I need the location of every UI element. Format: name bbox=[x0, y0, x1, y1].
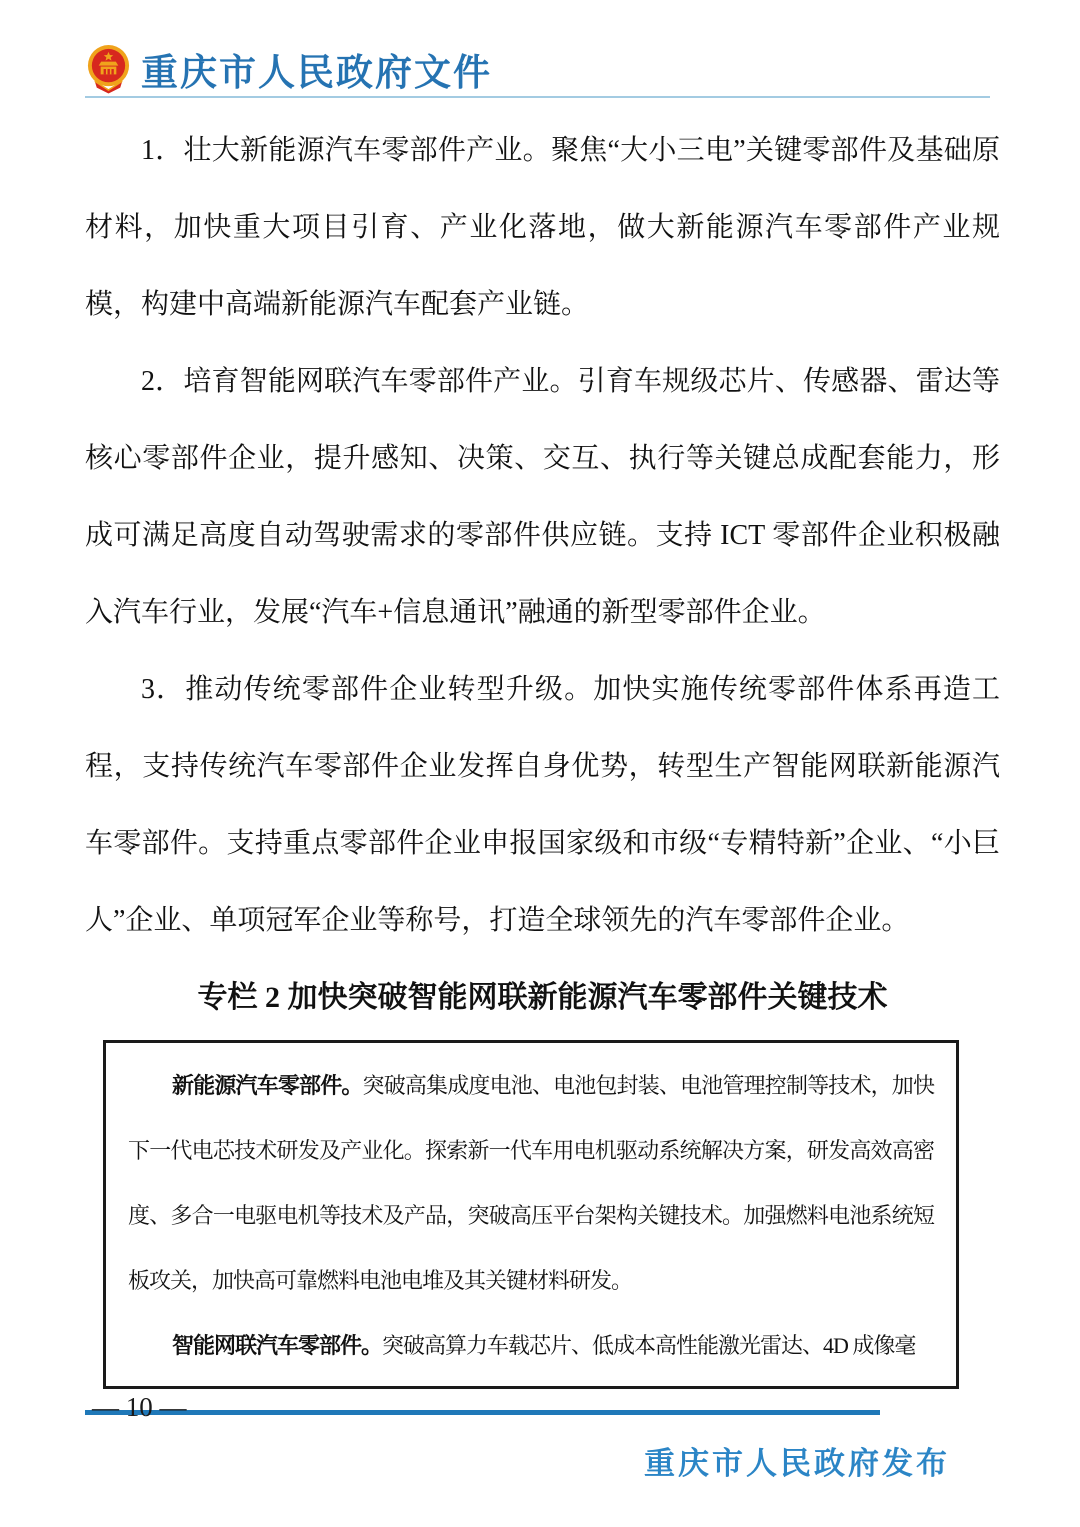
box-paragraph-1-lead: 新能源汽车零部件。 bbox=[172, 1073, 363, 1098]
box-paragraph-1-text: 突破高集成度电池、电池包封装、电池管理控制等技术，加快下一代电芯技术研发及产业化。探索新一代车用电机驱动系统解决方案，研发高效高密度、多合一电驱电机等技术及产品，突破高压平台架构关键技术。加强燃料电池系统短板攻关，加快高可靠燃料电池电堆及其关键材料研发。 bbox=[128, 1073, 934, 1293]
header-title: 重庆市人民政府文件 bbox=[141, 53, 492, 94]
body-paragraph-2: 2．培育智能网联汽车零部件产业。引育车规级芯片、传感器、雷达等核心零部件企业，提升感知、决策、交互、执行等关键总成配套能力，形成可满足高度自动驾驶需求的零部件供应链。支持 ICT 零部件企业积极融入汽车行业，发展“汽车+信息通讯”融通的新型零部件企业。 bbox=[85, 366, 1000, 628]
column-box bbox=[103, 1040, 959, 1389]
box-paragraph-2-lead: 智能网联汽车零部件。 bbox=[172, 1333, 383, 1358]
body-paragraph-3: 3．推动传统零部件企业转型升级。加快实施传统零部件体系再造工程，支持传统汽车零部件企业发挥自身优势，转型生产智能网联新能源汽车零部件。支持重点零部件企业申报国家级和市级“专精特新”企业、“小巨人”企业、单项冠军企业等称号，打造全球领先的汽车零部件企业。 bbox=[85, 674, 1000, 936]
footer-divider bbox=[85, 1410, 880, 1415]
column-box-title: 专栏 2 加快突破智能网联新能源汽车零部件关键技术 bbox=[197, 981, 888, 1014]
publisher-label: 重庆市人民政府发布 bbox=[644, 1446, 950, 1481]
page-number: — 10 — bbox=[92, 1392, 187, 1422]
body-paragraph-1: 1．壮大新能源汽车零部件产业。聚焦“大小三电”关键零部件及基础原材料，加快重大项目引育、产业化落地，做大新能源汽车零部件产业规模，构建中高端新能源汽车配套产业链。 bbox=[85, 135, 1000, 320]
box-paragraph-2-text: 突破高算力车载芯片、低成本高性能激光雷达、4D 成像毫 bbox=[382, 1333, 916, 1358]
header-divider bbox=[85, 96, 990, 98]
box-paragraph-2 bbox=[128, 1313, 934, 1378]
box-paragraph-1 bbox=[128, 1053, 934, 1313]
document-header bbox=[85, 42, 492, 96]
document-body bbox=[85, 112, 1000, 1389]
national-emblem-icon bbox=[85, 43, 132, 95]
